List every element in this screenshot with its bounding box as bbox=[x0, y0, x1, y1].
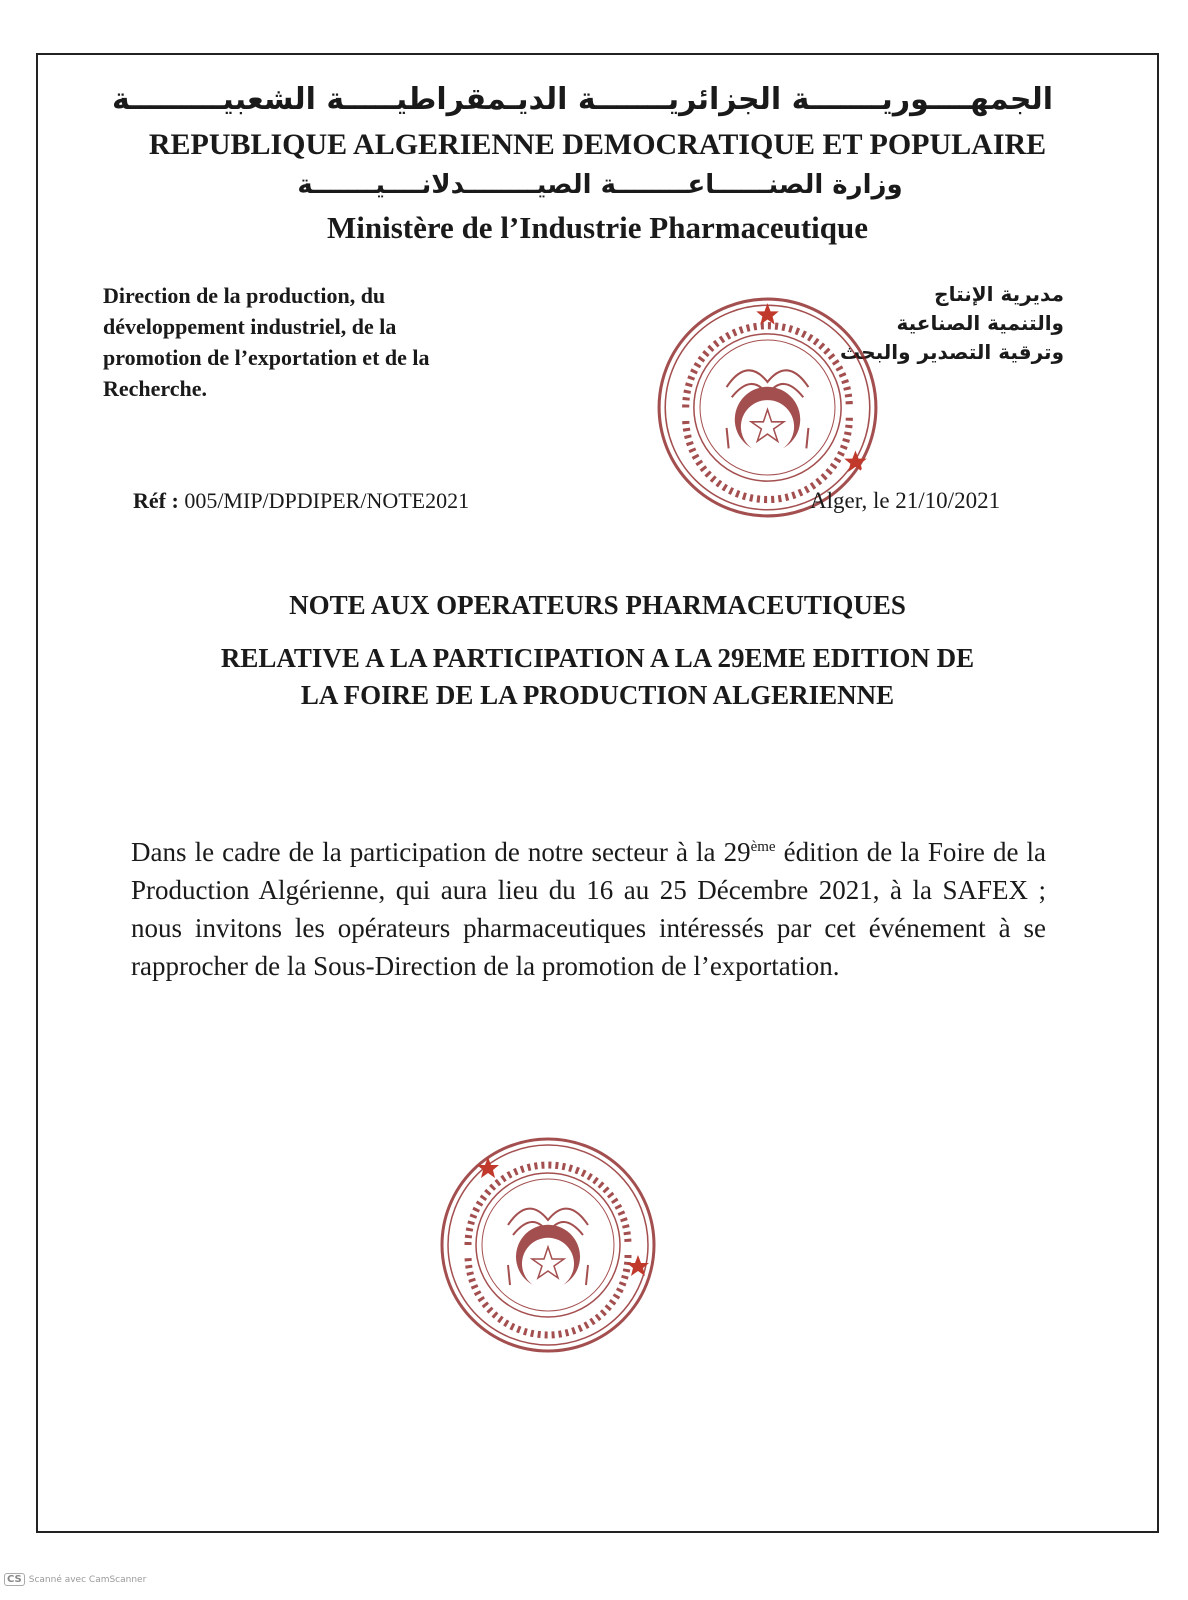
body-text-start: Dans le cadre de la participation de notre secteur à la 29 bbox=[131, 837, 751, 867]
reference-line bbox=[133, 488, 469, 514]
french-ministry-heading: Ministère de l’Industrie Pharmaceutique bbox=[326, 210, 869, 245]
note-subtitle-line-2: LA FOIRE DE LA PRODUCTION ALGERIENNE bbox=[300, 680, 895, 710]
scanner-footer-text: Scanné avec CamScanner bbox=[28, 1574, 147, 1585]
arabic-direction-line: والتنمية الصناعية bbox=[896, 311, 1064, 335]
direction-line: promotion de l’exportation et de la bbox=[103, 345, 430, 370]
scanner-footer bbox=[4, 1573, 146, 1586]
french-republic-heading: REPUBLIQUE ALGERIENNE DEMOCRATIQUE ET POPULAIRE bbox=[148, 128, 1047, 161]
official-stamp-top bbox=[655, 295, 880, 520]
body-superscript: ème bbox=[750, 839, 776, 855]
note-subtitle-line-1: RELATIVE A LA PARTICIPATION A LA 29EME EDITION DE bbox=[220, 643, 975, 673]
arabic-ministry-heading: وزارة الصنــــــاعــــــــة الصيــــــــدلانــــيـــــــة bbox=[297, 170, 903, 200]
body-paragraph bbox=[131, 828, 1046, 985]
date-line: Alger, le 21/10/2021 bbox=[810, 488, 1001, 513]
direction-line: Direction de la production, du bbox=[103, 283, 386, 308]
reference-value: 005/MIP/DPDIPER/NOTE2021 bbox=[184, 488, 470, 513]
french-direction-block bbox=[103, 280, 533, 404]
arabic-direction-line: وترقية التصدير والبحث bbox=[840, 340, 1064, 364]
arabic-republic-heading: الجمهــــوريـــــــة الجزائريـــــــة الديـمقراطيـــــة الشعبيـــــــــة bbox=[111, 82, 1053, 117]
arabic-direction-block bbox=[840, 280, 1064, 367]
body-text-end: édition de la Foire de la Production Algérienne, qui aura lieu du 16 au 25 Décembre 2021, à la SAFEX ; nous invitons les opérateurs pharmaceutiques intéressés par cet événement à se rapprocher de la Sous-Direction de la promotion de l’exportation. bbox=[131, 837, 1046, 981]
direction-line: Recherche. bbox=[103, 376, 208, 401]
camscanner-icon: CS bbox=[4, 1573, 25, 1586]
note-title: NOTE AUX OPERATEURS PHARMACEUTIQUES bbox=[289, 590, 906, 620]
official-stamp-bottom bbox=[438, 1135, 658, 1355]
arabic-direction-line: مديرية الإنتاج bbox=[934, 282, 1064, 306]
reference-label: Réf : bbox=[133, 488, 179, 513]
direction-line: développement industriel, de la bbox=[103, 314, 397, 339]
